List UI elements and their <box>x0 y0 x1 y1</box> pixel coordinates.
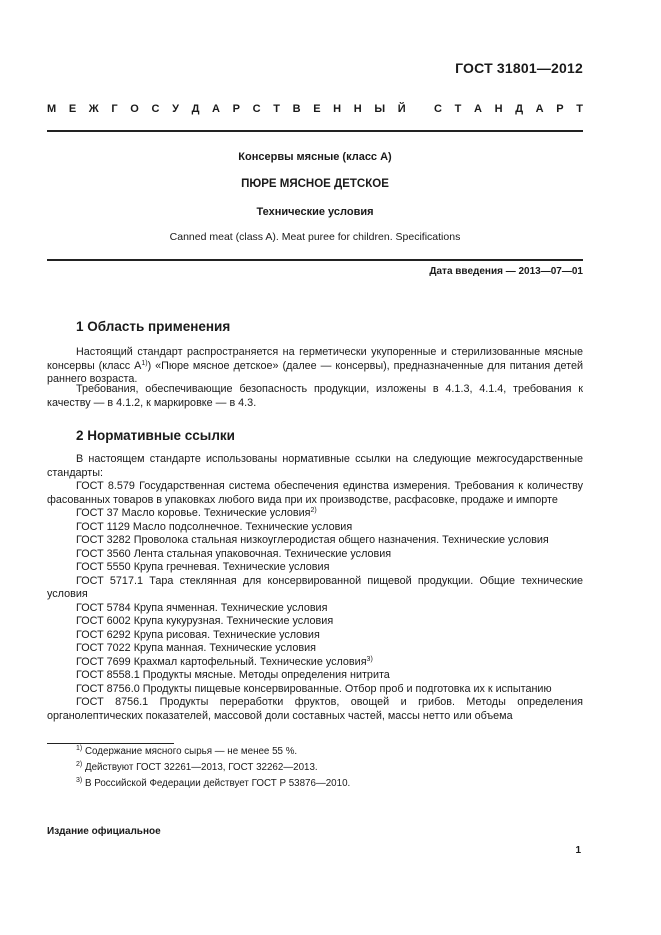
english-title: Canned meat (class A). Meat puree for children. Specifications <box>169 231 461 243</box>
reference-item: ГОСТ 6292 Крупа рисовая. Технические условия <box>76 628 320 641</box>
footnote-item: $^{2)}$ Действуют ГОСТ 32261—2013, ГОСТ 32262—2013. <box>76 761 318 773</box>
spaced-letter: Н <box>333 103 342 115</box>
reference-item: ГОСТ 7022 Крупа манная. Технические условия <box>76 642 316 654</box>
spaced-letter: Й <box>397 103 406 115</box>
spaced-letter: Д <box>515 103 524 115</box>
spaced-letter: А <box>535 103 544 115</box>
reference-item: ГОСТ 3560 Лента стальная упаковочная. Технические условия <box>76 547 392 560</box>
spaced-letter: Т <box>454 103 462 115</box>
introduction-date: Дата введения — 2013—07—01 <box>429 266 583 277</box>
spaced-letter: Т <box>576 103 583 115</box>
footnote-ref-1: 1) <box>141 359 148 367</box>
footnotes-list <box>47 744 583 792</box>
reference-item: ГОСТ 8.579 Государственная система обеспечения единства измерения. Требования к количеству фасованных товаров в упаковках любого вида при их производстве, расфасовке, продаже и импорте <box>47 480 583 506</box>
spaced-letter: С <box>151 103 160 115</box>
spaced-letter: Ж <box>88 103 99 115</box>
reference-item: ГОСТ 5717.1 Тара стеклянная для консервированной пищевой продукции. Общие технические условия <box>47 574 583 600</box>
reference-item: ГОСТ 6002 Крупа кукурузная. Технические условия <box>76 615 334 627</box>
spaced-letter: Е <box>68 103 77 115</box>
footnote-ref: 2) <box>310 507 317 514</box>
reference-item: ГОСТ 7699 Крахмал картофельный. Технические условия$^{3)}$ <box>76 655 373 668</box>
reference-item: ГОСТ 5784 Крупа ячменная. Технические условия <box>76 601 328 614</box>
section-1-heading: 1 Область применения <box>76 319 231 334</box>
spaced-letter: Т <box>273 103 280 115</box>
reference-item: ГОСТ 8756.1 Продукты переработки фруктов, овощей и грибов. Методы определения органолептических показателей, массовой доли составных частей, массы нетто или объема <box>47 696 583 722</box>
reference-item: ГОСТ 1129 Масло подсолнечное. Технические условия <box>76 520 353 533</box>
footnote-mark: 3) <box>76 777 83 784</box>
spaced-letter: О <box>130 103 139 115</box>
footnote-mark: 1) <box>76 745 83 752</box>
page-number: 1 <box>575 845 581 856</box>
footnote-item: $^{1)}$ Содержание мясного сырья — не менее 55 %. <box>76 745 298 757</box>
reference-item: ГОСТ 8558.1 Продукты мясные. Методы определения нитрита <box>76 669 390 681</box>
spaced-letter: У <box>172 103 179 115</box>
section-1-paragraph-2: Требования, обеспечивающие безопасность продукции, изложены в 4.1.3, 4.1.4, требования к качеству — в 4.1.2, к маркировке — в 4.3. <box>47 383 583 409</box>
section-1-paragraph-1: Настоящий стандарт распространяется на герметически укупоренные и стерилизованные мясные консервы (класс $А^{1)}$) «Пюре мясное детское» (далее — консервы), предназначенные для питания детей раннего возраста. <box>47 346 583 385</box>
reference-item: ГОСТ 8756.0 Продукты пищевые консервированные. Отбор проб и подготовка их к испытанию <box>76 682 552 695</box>
spaced-letter: Ы <box>374 103 386 115</box>
spaced-letter: С <box>434 103 442 115</box>
title-line-1: Консервы мясные (класс А) <box>238 151 392 163</box>
footnote-mark: 2) <box>76 761 83 768</box>
title-line-3: Технические условия <box>256 206 374 218</box>
spaced-letter: Р <box>556 103 564 115</box>
reference-item: ГОСТ 3282 Проволока стальная низкоуглеродистая общего назначения. Технические условия <box>76 534 549 546</box>
normative-references-list <box>47 480 583 723</box>
header-rule <box>47 130 583 132</box>
spaced-letter: А <box>474 103 482 115</box>
footnote-item: $^{3)}$ В Российской Федерации действует ГОСТ Р 53876—2010. <box>76 777 351 789</box>
spaced-letter: А <box>212 103 220 115</box>
official-edition-label: Издание официальное <box>47 826 161 837</box>
interstate-standard-label <box>47 103 583 115</box>
spaced-letter: С <box>252 103 261 115</box>
spaced-letter: В <box>292 103 301 115</box>
spaced-letter: Н <box>494 103 503 115</box>
spaced-letter: Д <box>191 103 200 115</box>
title-line-2: ПЮРЕ МЯСНОЕ ДЕТСКОЕ <box>241 178 389 190</box>
letter-gap <box>418 103 421 115</box>
footnote-ref: 3) <box>366 655 373 663</box>
spaced-letter: М <box>47 103 57 115</box>
spaced-letter: Р <box>232 103 240 115</box>
spaced-letter: Е <box>313 103 321 115</box>
reference-item: ГОСТ 37 Масло коровье. Технические условия$^{2)}$ <box>76 507 317 519</box>
section-2-heading: 2 Нормативные ссылки <box>76 428 235 443</box>
spaced-letter: Г <box>111 103 118 115</box>
gost-number: ГОСТ 31801—2012 <box>455 60 583 76</box>
spaced-letter: Н <box>353 103 362 115</box>
title-rule <box>47 259 583 261</box>
reference-item: ГОСТ 5550 Крупа гречневая. Технические условия <box>76 561 330 573</box>
section-2-intro: В настоящем стандарте использованы нормативные ссылки на следующие межгосударственные стандарты: <box>47 453 583 479</box>
